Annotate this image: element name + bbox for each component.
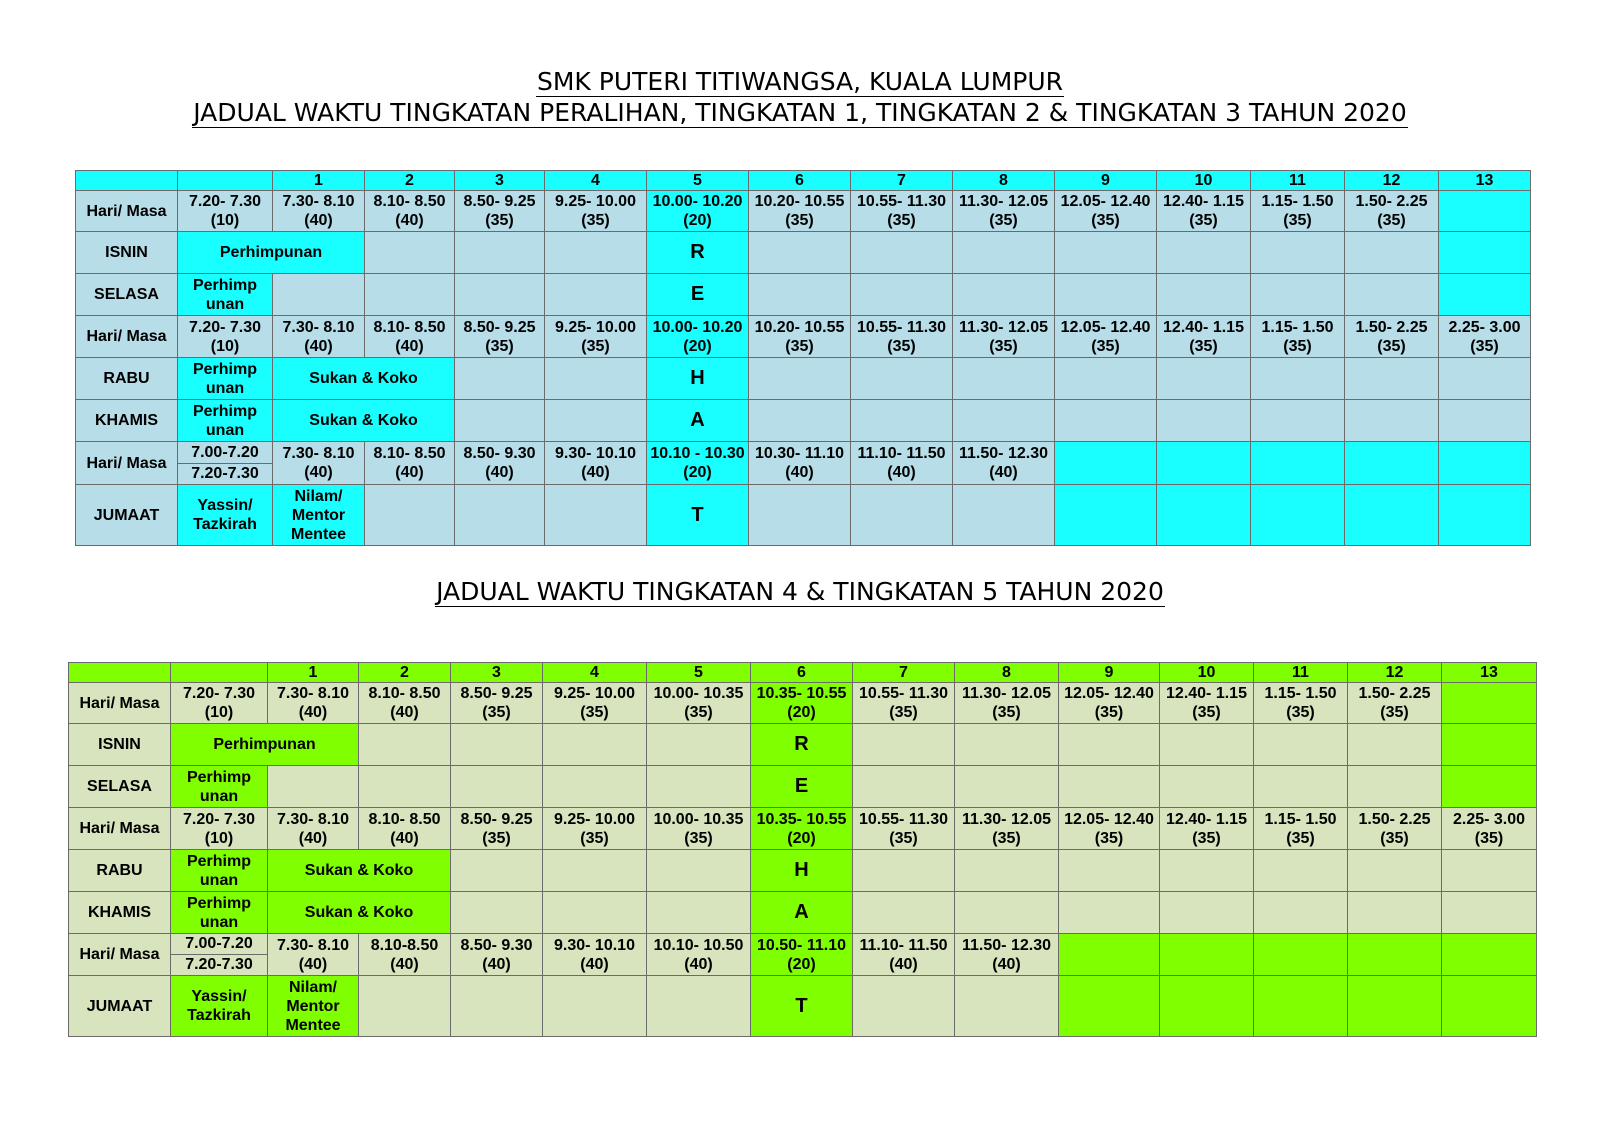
empty-cell xyxy=(853,850,955,892)
time-cell: 12.40- 1.15 (35) xyxy=(1160,683,1254,724)
empty-cell xyxy=(1439,442,1531,485)
empty-cell xyxy=(1439,191,1531,232)
time-cell: 8.50- 9.25 (35) xyxy=(451,808,543,850)
time-cell: 11.50- 12.30 (40) xyxy=(953,442,1055,485)
day-row-rabu xyxy=(76,358,1531,400)
time-split-top: 7.00-7.20 xyxy=(171,934,267,955)
empty-cell xyxy=(647,850,751,892)
time-cell: 8.50- 9.25 (35) xyxy=(451,683,543,724)
time-cell: 12.40- 1.15 (35) xyxy=(1160,808,1254,850)
time-cell: 11.30- 12.05 (35) xyxy=(955,683,1059,724)
empty-cell xyxy=(853,892,955,934)
time-cell: 11.50- 12.30 (40) xyxy=(955,934,1059,976)
table1-heading: JADUAL WAKTU TINGKATAN PERALIHAN, TINGKATAN 1, TINGKATAN 2 & TINGKATAN 3 TAHUN 2020 xyxy=(193,98,1407,127)
period-number: 11 xyxy=(1254,663,1348,683)
time-cell: 10.20- 10.55 (35) xyxy=(749,191,851,232)
empty-cell xyxy=(1055,442,1157,485)
empty-cell xyxy=(1055,274,1157,316)
empty-cell xyxy=(451,850,543,892)
empty-cell xyxy=(455,274,545,316)
empty-cell xyxy=(953,232,1055,274)
empty-cell xyxy=(1059,892,1160,934)
time-cell-split xyxy=(178,442,273,485)
time-cell: 1.50- 2.25 (35) xyxy=(1348,683,1442,724)
rehat-letter: T xyxy=(751,976,853,1037)
time-cell: 7.20- 7.30 (10) xyxy=(178,316,273,358)
time-cell: 9.30- 10.10 (40) xyxy=(543,934,647,976)
time-cell: 9.25- 10.00 (35) xyxy=(545,316,647,358)
activity-nilam-mentor: Nilam/ Mentor Mentee xyxy=(273,485,365,546)
empty-cell xyxy=(543,892,647,934)
time-cell-split xyxy=(171,934,268,976)
empty-cell xyxy=(1251,442,1345,485)
time-cell: 7.20- 7.30 (10) xyxy=(171,683,268,724)
activity-sukan-koko: Sukan & Koko xyxy=(268,850,451,892)
empty-cell xyxy=(955,724,1059,766)
empty-cell xyxy=(647,976,751,1037)
time-cell: 10.10 - 10.30 (20) xyxy=(647,442,749,485)
day-label: SELASA xyxy=(76,274,178,316)
table2-title xyxy=(0,577,1600,607)
empty-cell xyxy=(1055,485,1157,546)
empty-cell xyxy=(1439,358,1531,400)
timetable-lower-forms xyxy=(75,170,1531,546)
time-cell: 12.05- 12.40 (35) xyxy=(1055,191,1157,232)
empty-cell xyxy=(1055,400,1157,442)
empty-cell xyxy=(545,485,647,546)
empty-cell xyxy=(955,850,1059,892)
period-number: 1 xyxy=(273,171,365,191)
period-number: 8 xyxy=(955,663,1059,683)
day-label: KHAMIS xyxy=(76,400,178,442)
hari-masa-label: Hari/ Masa xyxy=(76,191,178,232)
time-row xyxy=(69,683,1537,724)
time-cell: 8.50- 9.30 (40) xyxy=(455,442,545,485)
empty-cell xyxy=(1059,850,1160,892)
time-cell: 12.05- 12.40 (35) xyxy=(1055,316,1157,358)
empty-cell xyxy=(1442,683,1537,724)
school-name: SMK PUTERI TITIWANGSA, KUALA LUMPUR xyxy=(536,67,1064,96)
empty-cell xyxy=(1254,766,1348,808)
time-cell: 8.10- 8.50 (40) xyxy=(365,191,455,232)
day-row-khamis xyxy=(76,400,1531,442)
empty-cell xyxy=(451,766,543,808)
day-label: RABU xyxy=(69,850,171,892)
time-cell: 10.00- 10.35 (35) xyxy=(647,808,751,850)
empty-cell xyxy=(1055,358,1157,400)
empty-cell xyxy=(953,485,1055,546)
empty-cell xyxy=(1160,724,1254,766)
time-cell: 12.05- 12.40 (35) xyxy=(1059,683,1160,724)
time-row xyxy=(76,442,1531,485)
empty-cell xyxy=(851,485,953,546)
header-blank-cell xyxy=(178,171,273,191)
time-cell: 10.35- 10.55 (20) xyxy=(751,808,853,850)
empty-cell xyxy=(1348,850,1442,892)
time-cell: 9.25- 10.00 (35) xyxy=(543,683,647,724)
empty-cell xyxy=(1439,232,1531,274)
activity-perhimpunan: Perhimp unan xyxy=(171,766,268,808)
empty-cell xyxy=(455,232,545,274)
time-cell: 10.20- 10.55 (35) xyxy=(749,316,851,358)
empty-cell xyxy=(647,766,751,808)
activity-nilam-mentor: Nilam/ Mentor Mentee xyxy=(268,976,359,1037)
period-number: 3 xyxy=(455,171,545,191)
empty-cell xyxy=(1345,358,1439,400)
time-cell: 11.30- 12.05 (35) xyxy=(955,808,1059,850)
empty-cell xyxy=(1157,232,1251,274)
empty-cell xyxy=(1439,274,1531,316)
hari-masa-label: Hari/ Masa xyxy=(76,316,178,358)
time-cell: 9.30- 10.10 (40) xyxy=(545,442,647,485)
activity-yassin-tazkirah: Yassin/ Tazkirah xyxy=(171,976,268,1037)
period-number: 9 xyxy=(1055,171,1157,191)
time-cell: 11.10- 11.50 (40) xyxy=(853,934,955,976)
time-cell: 9.25- 10.00 (35) xyxy=(543,808,647,850)
empty-cell xyxy=(749,358,851,400)
time-cell: 1.50- 2.25 (35) xyxy=(1345,316,1439,358)
time-cell: 2.25- 3.00 (35) xyxy=(1439,316,1531,358)
activity-yassin-tazkirah: Yassin/ Tazkirah xyxy=(178,485,273,546)
day-row-jumaat xyxy=(69,976,1537,1037)
empty-cell xyxy=(851,358,953,400)
empty-cell xyxy=(1254,724,1348,766)
period-number: 9 xyxy=(1059,663,1160,683)
time-cell: 1.15- 1.50 (35) xyxy=(1254,683,1348,724)
time-cell: 10.55- 11.30 (35) xyxy=(851,191,953,232)
time-cell: 7.20- 7.30 (10) xyxy=(178,191,273,232)
empty-cell xyxy=(1442,766,1537,808)
time-cell: 1.50- 2.25 (35) xyxy=(1345,191,1439,232)
empty-cell xyxy=(1348,892,1442,934)
empty-cell xyxy=(647,892,751,934)
activity-perhimpunan: Perhimp unan xyxy=(171,850,268,892)
rehat-letter: E xyxy=(751,766,853,808)
time-row xyxy=(76,191,1531,232)
empty-cell xyxy=(953,274,1055,316)
day-row-isnin xyxy=(76,232,1531,274)
empty-cell xyxy=(451,976,543,1037)
empty-cell xyxy=(1157,358,1251,400)
empty-cell xyxy=(1345,485,1439,546)
period-number: 5 xyxy=(647,663,751,683)
activity-perhimpunan: Perhimp unan xyxy=(178,400,273,442)
time-row xyxy=(69,934,1537,976)
empty-cell xyxy=(359,976,451,1037)
activity-perhimpunan: Perhimpunan xyxy=(171,724,359,766)
time-cell: 10.10- 10.50 (40) xyxy=(647,934,751,976)
time-cell: 9.25- 10.00 (35) xyxy=(545,191,647,232)
period-number: 7 xyxy=(851,171,953,191)
time-row xyxy=(69,808,1537,850)
empty-cell xyxy=(545,400,647,442)
empty-cell xyxy=(359,724,451,766)
empty-cell xyxy=(455,358,545,400)
time-cell: 11.10- 11.50 (40) xyxy=(851,442,953,485)
time-cell: 8.10- 8.50 (40) xyxy=(365,442,455,485)
period-number: 6 xyxy=(749,171,851,191)
empty-cell xyxy=(268,766,359,808)
time-cell: 7.20- 7.30 (10) xyxy=(171,808,268,850)
rehat-letter: R xyxy=(751,724,853,766)
period-number: 10 xyxy=(1157,171,1251,191)
empty-cell xyxy=(1348,766,1442,808)
time-cell: 8.50- 9.30 (40) xyxy=(451,934,543,976)
time-cell: 8.50- 9.25 (35) xyxy=(455,316,545,358)
period-number: 10 xyxy=(1160,663,1254,683)
period-number: 13 xyxy=(1442,663,1537,683)
empty-cell xyxy=(1439,485,1531,546)
time-cell: 8.10- 8.50 (40) xyxy=(365,316,455,358)
empty-cell xyxy=(545,274,647,316)
empty-cell xyxy=(953,400,1055,442)
empty-cell xyxy=(1254,934,1348,976)
timetable-upper-forms xyxy=(68,662,1537,1037)
period-number: 2 xyxy=(359,663,451,683)
empty-cell xyxy=(1157,400,1251,442)
time-cell: 1.15- 1.50 (35) xyxy=(1251,191,1345,232)
time-cell: 7.30- 8.10 (40) xyxy=(268,934,359,976)
day-row-khamis xyxy=(69,892,1537,934)
header-corner-cell xyxy=(69,663,171,683)
empty-cell xyxy=(545,358,647,400)
empty-cell xyxy=(1345,274,1439,316)
empty-cell xyxy=(1254,892,1348,934)
empty-cell xyxy=(1345,400,1439,442)
day-label: ISNIN xyxy=(69,724,171,766)
period-number: 4 xyxy=(545,171,647,191)
empty-cell xyxy=(365,485,455,546)
empty-cell xyxy=(1251,358,1345,400)
hari-masa-label: Hari/ Masa xyxy=(69,934,171,976)
time-cell: 10.35- 10.55 (20) xyxy=(751,683,853,724)
empty-cell xyxy=(1345,442,1439,485)
time-row xyxy=(76,316,1531,358)
empty-cell xyxy=(1157,442,1251,485)
empty-cell xyxy=(1251,232,1345,274)
empty-cell xyxy=(647,724,751,766)
time-cell: 8.50- 9.25 (35) xyxy=(455,191,545,232)
day-row-rabu xyxy=(69,850,1537,892)
empty-cell xyxy=(851,274,953,316)
period-number: 5 xyxy=(647,171,749,191)
time-cell: 7.30- 8.10 (40) xyxy=(268,808,359,850)
empty-cell xyxy=(1439,400,1531,442)
empty-cell xyxy=(955,766,1059,808)
empty-cell xyxy=(1059,766,1160,808)
period-number: 7 xyxy=(853,663,955,683)
empty-cell xyxy=(455,485,545,546)
period-number: 3 xyxy=(451,663,543,683)
empty-cell xyxy=(543,976,647,1037)
day-label: JUMAAT xyxy=(76,485,178,546)
empty-cell xyxy=(455,400,545,442)
time-cell: 8.10- 8.50 (40) xyxy=(359,808,451,850)
empty-cell xyxy=(1157,485,1251,546)
activity-sukan-koko: Sukan & Koko xyxy=(268,892,451,934)
empty-cell xyxy=(1059,724,1160,766)
time-cell: 10.30- 11.10 (40) xyxy=(749,442,851,485)
period-number: 8 xyxy=(953,171,1055,191)
rehat-letter: A xyxy=(647,400,749,442)
time-cell: 12.05- 12.40 (35) xyxy=(1059,808,1160,850)
empty-cell xyxy=(365,274,455,316)
rehat-letter: T xyxy=(647,485,749,546)
empty-cell xyxy=(1442,934,1537,976)
time-cell: 1.15- 1.50 (35) xyxy=(1251,316,1345,358)
empty-cell xyxy=(749,485,851,546)
time-cell: 10.00- 10.20 (20) xyxy=(647,316,749,358)
empty-cell xyxy=(1160,892,1254,934)
time-cell: 10.00- 10.20 (20) xyxy=(647,191,749,232)
time-cell: 12.40- 1.15 (35) xyxy=(1157,316,1251,358)
activity-perhimpunan: Perhimp unan xyxy=(178,274,273,316)
period-number-row xyxy=(76,171,1531,191)
period-number: 6 xyxy=(751,663,853,683)
empty-cell xyxy=(543,850,647,892)
empty-cell xyxy=(749,400,851,442)
empty-cell xyxy=(851,232,953,274)
time-split-bottom: 7.20-7.30 xyxy=(185,956,253,973)
period-number: 2 xyxy=(365,171,455,191)
time-cell: 11.30- 12.05 (35) xyxy=(953,191,1055,232)
empty-cell xyxy=(1348,976,1442,1037)
header-blank-cell xyxy=(171,663,268,683)
empty-cell xyxy=(1442,976,1537,1037)
time-cell: 10.55- 11.30 (35) xyxy=(851,316,953,358)
empty-cell xyxy=(545,232,647,274)
hari-masa-label: Hari/ Masa xyxy=(69,683,171,724)
school-title xyxy=(0,67,1600,97)
empty-cell xyxy=(1442,892,1537,934)
day-label: SELASA xyxy=(69,766,171,808)
table2-heading: JADUAL WAKTU TINGKATAN 4 & TINGKATAN 5 TAHUN 2020 xyxy=(436,577,1164,606)
period-number: 4 xyxy=(543,663,647,683)
empty-cell xyxy=(1157,274,1251,316)
empty-cell xyxy=(543,724,647,766)
hari-masa-label: Hari/ Masa xyxy=(76,442,178,485)
time-cell: 1.50- 2.25 (35) xyxy=(1348,808,1442,850)
time-cell: 12.40- 1.15 (35) xyxy=(1157,191,1251,232)
time-cell: 7.30- 8.10 (40) xyxy=(273,316,365,358)
empty-cell xyxy=(365,232,455,274)
header-corner-cell xyxy=(76,171,178,191)
time-cell: 8.10-8.50 (40) xyxy=(359,934,451,976)
day-label: KHAMIS xyxy=(69,892,171,934)
time-cell: 2.25- 3.00 (35) xyxy=(1442,808,1537,850)
period-number: 12 xyxy=(1345,171,1439,191)
empty-cell xyxy=(1442,724,1537,766)
day-label: RABU xyxy=(76,358,178,400)
activity-perhimpunan: Perhimpunan xyxy=(178,232,365,274)
empty-cell xyxy=(1345,232,1439,274)
time-cell: 10.55- 11.30 (35) xyxy=(853,683,955,724)
activity-sukan-koko: Sukan & Koko xyxy=(273,358,455,400)
rehat-letter: E xyxy=(647,274,749,316)
time-cell: 8.10- 8.50 (40) xyxy=(359,683,451,724)
empty-cell xyxy=(1442,850,1537,892)
empty-cell xyxy=(1348,934,1442,976)
empty-cell xyxy=(1059,934,1160,976)
time-cell: 7.30- 8.10 (40) xyxy=(273,442,365,485)
day-row-jumaat xyxy=(76,485,1531,546)
empty-cell xyxy=(955,976,1059,1037)
rehat-letter: H xyxy=(647,358,749,400)
time-cell: 7.30- 8.10 (40) xyxy=(268,683,359,724)
empty-cell xyxy=(1348,724,1442,766)
time-split-bottom: 7.20-7.30 xyxy=(191,464,259,482)
period-number-row xyxy=(69,663,1537,683)
empty-cell xyxy=(853,724,955,766)
empty-cell xyxy=(851,400,953,442)
empty-cell xyxy=(1251,485,1345,546)
period-number: 12 xyxy=(1348,663,1442,683)
time-cell: 10.50- 11.10 (20) xyxy=(751,934,853,976)
hari-masa-label: Hari/ Masa xyxy=(69,808,171,850)
empty-cell xyxy=(1160,766,1254,808)
empty-cell xyxy=(1251,274,1345,316)
time-cell: 10.55- 11.30 (35) xyxy=(853,808,955,850)
empty-cell xyxy=(1059,976,1160,1037)
empty-cell xyxy=(953,358,1055,400)
rehat-letter: A xyxy=(751,892,853,934)
period-number: 11 xyxy=(1251,171,1345,191)
time-cell: 1.15- 1.50 (35) xyxy=(1254,808,1348,850)
empty-cell xyxy=(1254,850,1348,892)
empty-cell xyxy=(955,892,1059,934)
period-number: 1 xyxy=(268,663,359,683)
empty-cell xyxy=(853,976,955,1037)
empty-cell xyxy=(1160,934,1254,976)
table1-title xyxy=(0,98,1600,128)
empty-cell xyxy=(273,274,365,316)
day-row-selasa xyxy=(76,274,1531,316)
empty-cell xyxy=(451,892,543,934)
empty-cell xyxy=(749,274,851,316)
rehat-letter: R xyxy=(647,232,749,274)
activity-perhimpunan: Perhimp unan xyxy=(171,892,268,934)
empty-cell xyxy=(543,766,647,808)
empty-cell xyxy=(1254,976,1348,1037)
day-row-selasa xyxy=(69,766,1537,808)
empty-cell xyxy=(451,724,543,766)
empty-cell xyxy=(853,766,955,808)
empty-cell xyxy=(1251,400,1345,442)
time-cell: 10.00- 10.35 (35) xyxy=(647,683,751,724)
day-label: ISNIN xyxy=(76,232,178,274)
empty-cell xyxy=(749,232,851,274)
time-split-top: 7.00-7.20 xyxy=(178,443,272,464)
empty-cell xyxy=(1160,976,1254,1037)
time-cell: 7.30- 8.10 (40) xyxy=(273,191,365,232)
activity-perhimpunan: Perhimp unan xyxy=(178,358,273,400)
empty-cell xyxy=(359,766,451,808)
time-cell: 11.30- 12.05 (35) xyxy=(953,316,1055,358)
empty-cell xyxy=(1055,232,1157,274)
day-row-isnin xyxy=(69,724,1537,766)
empty-cell xyxy=(1160,850,1254,892)
rehat-letter: H xyxy=(751,850,853,892)
day-label: JUMAAT xyxy=(69,976,171,1037)
period-number: 13 xyxy=(1439,171,1531,191)
activity-sukan-koko: Sukan & Koko xyxy=(273,400,455,442)
